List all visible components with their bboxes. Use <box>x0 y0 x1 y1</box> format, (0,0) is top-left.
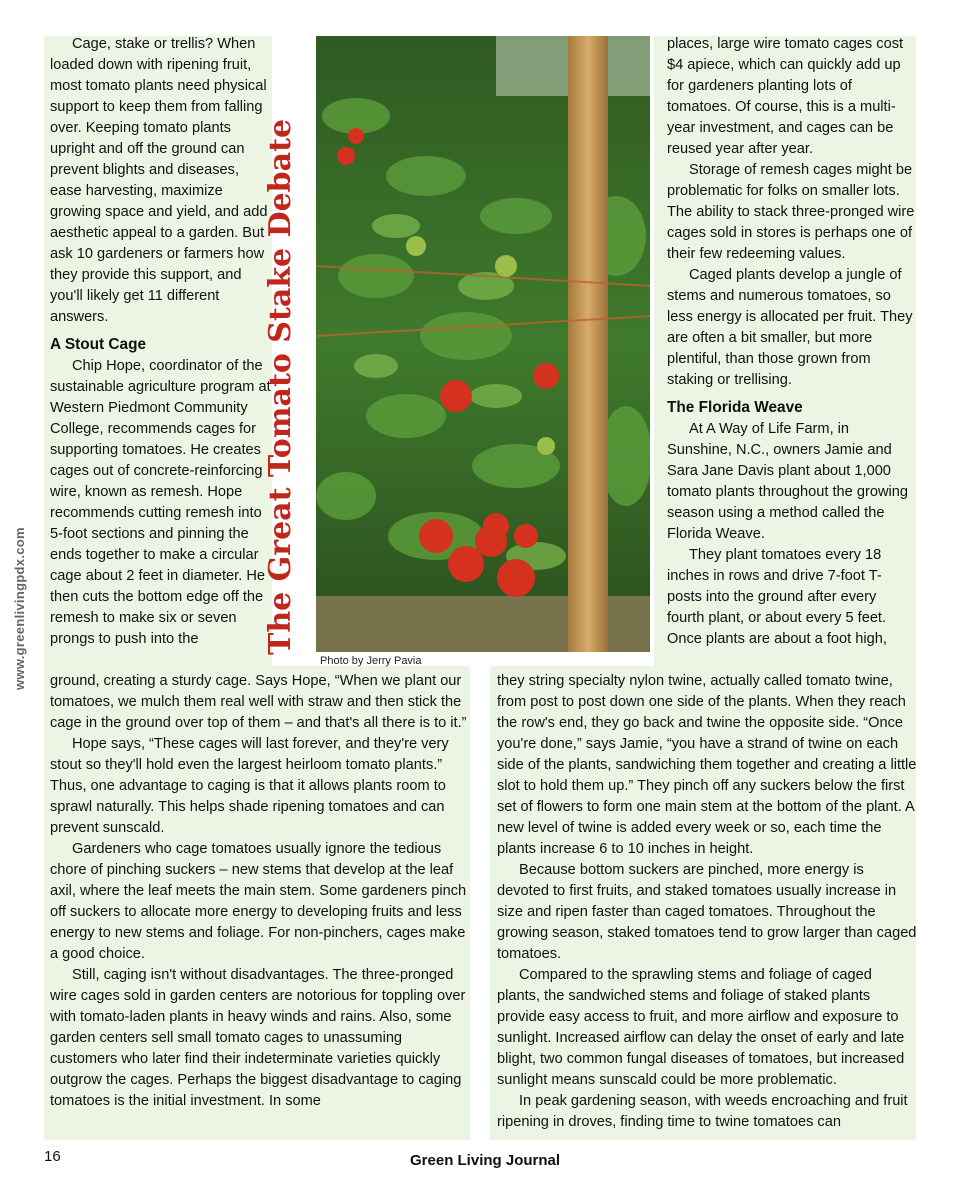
paragraph: They plant tomatoes every 18 inches in rows and drive 7-foot T-posts into the ground after every fourth plant, or about every 5 feet. Once plants are about a foot high, <box>667 547 887 647</box>
paragraph: Cage, stake or trellis? When loaded down with ripening fruit, most tomato plants need physical support to keep them from falling over. Keeping tomato plants upright and off the ground can prevent blights and diseases, ease harvesting, maximize growing space and yield, and add aesthetic appeal to a garden. But ask 10 gardeners or farmers how they provide this support, and you'll likely get 11 different answers. <box>50 36 268 325</box>
paragraph: Because bottom suckers are pinched, more energy is devoted to first fruits, and staked tomatoes usually increase in size and ripen faster than caged tomatoes. Throughout the growing season, staked tomatoes tend to grow larger than caged tomatoes. <box>497 862 917 962</box>
paragraph: they string specialty nylon twine, actually called tomato twine, from post to post down one side of the plants. When they reach the row's end, they go back and twine the opposite side. “Once you're done,” says Jamie, “you have a strand of twine on each side of the plants, sandwiching them together and creating a little slot to hold them up.” They pinch off any suckers below the first set of flowers to form one main stem at the bottom of the plant. A new level of twine is added every week or so, each time the plants increase 6 to 10 inches in height. <box>497 673 917 857</box>
paragraph: places, large wire tomato cages cost $4 apiece, which can quickly add up for gardeners planting lots of tomatoes. Of course, this is a multi-year investment, and cages can be reused year after year. <box>667 36 904 157</box>
column-4 <box>497 671 917 1133</box>
sidebar-url[interactable]: www.greenlivingpdx.com <box>12 527 27 690</box>
paragraph: Gardeners who cage tomatoes usually ignore the tedious chore of pinching suckers – new stems that develop at the leaf axil, where the leaf meets the main stem. Some gardeners pinch off suckers to allocate more energy to developing fruits and less energy to new stems and foliage. For non-pinchers, cages make a good choice. <box>50 841 467 962</box>
column-3 <box>667 34 915 650</box>
tomato-plant-illustration <box>316 36 650 652</box>
column-1 <box>50 34 272 650</box>
column-2 <box>50 671 470 1112</box>
paragraph: Still, caging isn't without disadvantages. The three-pronged wire cages sold in garden centers are notorious for toppling over with tomato-laden plants in heavy winds and rains. Also, some garden centers sell small tomato cages to unassuming customers who later find their indeterminate varieties quickly outgrow the cages. Perhaps the biggest disadvantage to caging tomatoes is the initial investment. In some <box>50 967 466 1109</box>
paragraph: Hope says, “These cages will last forever, and they're very stout so they'll hold even the largest heirloom tomato plants.” Thus, one advantage to caging is that it allows plants room to sprawl naturally. This helps shade ripening tomatoes and can prevent sunscald. <box>50 736 449 836</box>
paragraph: Compared to the sprawling stems and foliage of caged plants, the sandwiched stems and foliage of staked plants provide easy access to fruit, and more airflow and exposure to sunlight. Increased airflow can delay the onset of early and late blight, two common fungal diseases of tomatoes, but increased sunlight means sunscald could be more problematic. <box>497 967 905 1088</box>
tomato-photo <box>316 36 650 652</box>
paragraph: Storage of remesh cages might be problematic for folks on smaller lots. The ability to stack three-pronged wire cages sold in stores is perhaps one of their few redeeming values. <box>667 162 915 262</box>
section-heading: A Stout Cage <box>50 336 147 353</box>
paragraph: Caged plants develop a jungle of stems and numerous tomatoes, so less energy is allocated per fruit. They are often a bit smaller, but more plentiful, than those grown from staking or trellising. <box>667 267 913 388</box>
paragraph: Chip Hope, coordinator of the sustainable agriculture program at Western Piedmont Community College, recommends cages for supporting tomatoes. He creates cages out of concrete-reinforcing wire, known as remesh. Hope recommends cutting remesh into 5-foot sections and pinning the ends together to make a circular cage about 2 feet in diameter. He then cuts the bottom edge off the remesh to make six or seven prongs to push into the <box>50 358 271 647</box>
paragraph: ground, creating a sturdy cage. Says Hope, “When we plant our tomatoes, we mulch them real well with straw and then stick the cage in the ground over top of them – and that's all there is to it.” <box>50 673 467 731</box>
paragraph: In peak gardening season, with weeds encroaching and fruit ripening in droves, finding time to twine tomatoes can <box>497 1093 908 1130</box>
publication-name: Green Living Journal <box>410 1152 561 1169</box>
article-title: The Great Tomato Stake Debate <box>263 118 298 655</box>
section-heading: The Florida Weave <box>667 399 803 416</box>
page-number: 16 <box>44 1148 61 1165</box>
paragraph: At A Way of Life Farm, in Sunshine, N.C., owners Jamie and Sara Jane Davis plant about 1,000 tomato plants throughout the growing season using a method called the Florida Weave. <box>667 421 908 542</box>
photo-caption: Photo by Jerry Pavia <box>320 655 422 667</box>
